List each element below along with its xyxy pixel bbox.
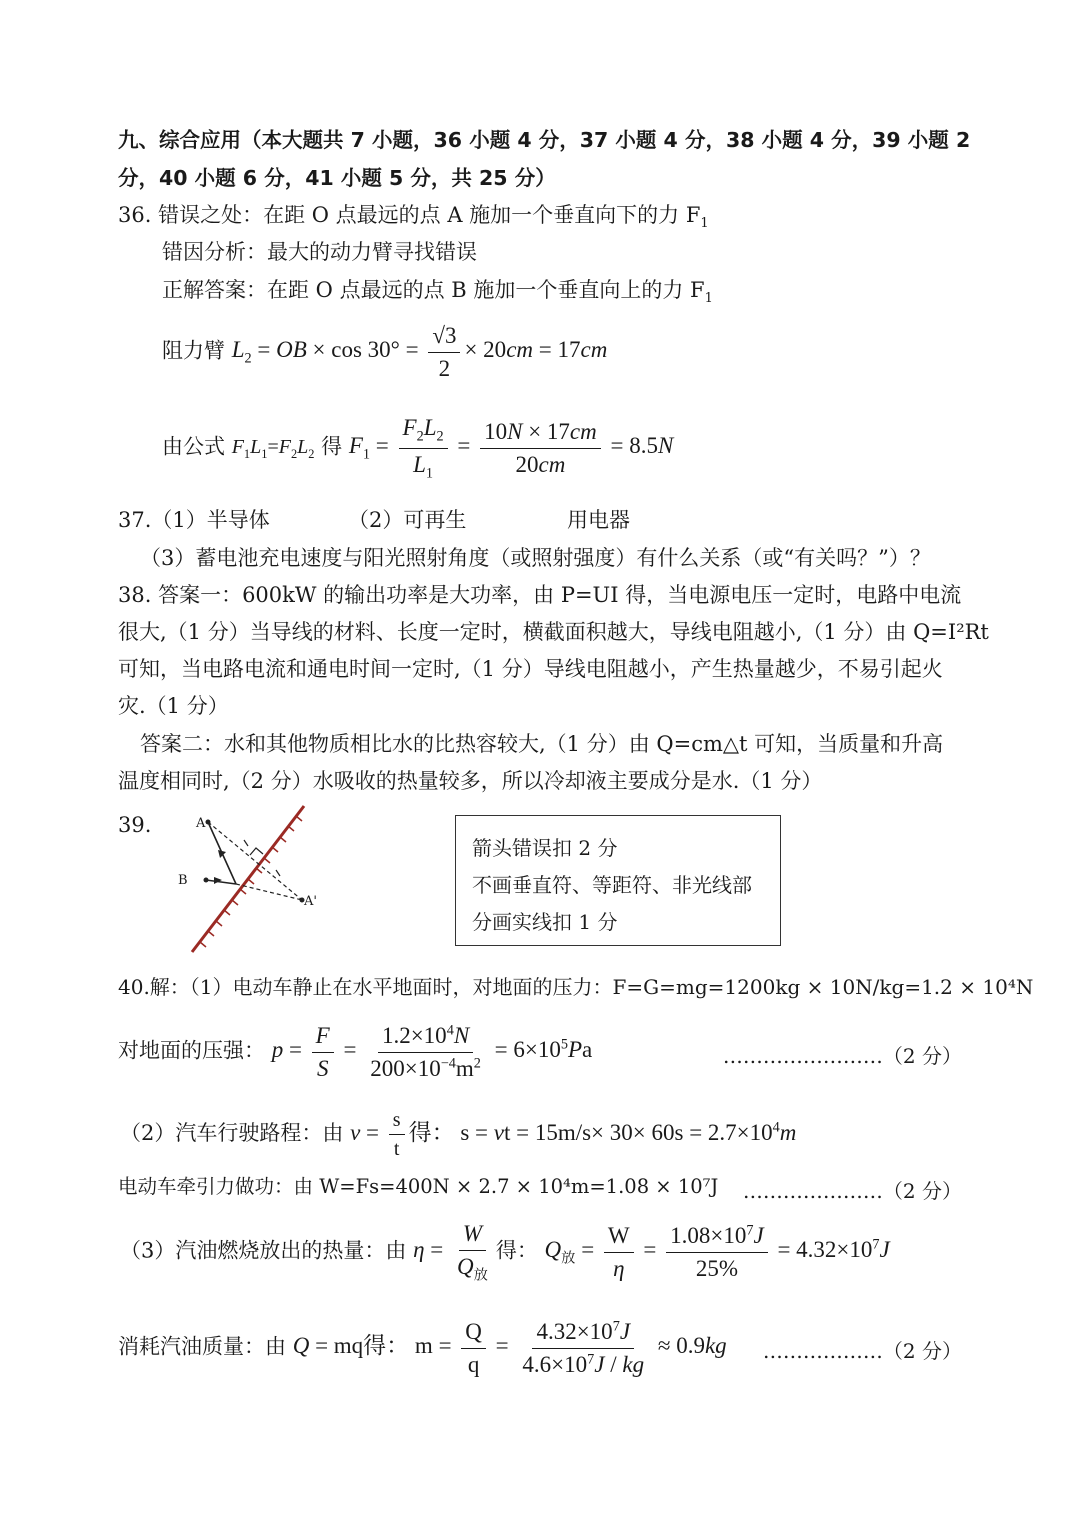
- q40-heat-label: （3）汽油燃烧放出的热量：由: [120, 1238, 407, 1263]
- section-heading-line1: 九、综合应用（本大题共 7 小题，36 小题 4 分，37 小题 4 分，38 小题 4 分，39 小题 2: [118, 128, 971, 152]
- q36-number: 36.: [118, 203, 152, 227]
- label-b: B: [178, 873, 188, 888]
- q36-answer-sub: 1: [704, 291, 713, 307]
- mirror-reflection-diagram: [170, 800, 330, 960]
- q36-cause: 错因分析：最大的动力臂寻找错误: [162, 240, 477, 264]
- q37-part2b: 用电器: [567, 508, 630, 532]
- q40-mass: 消耗汽油质量：由 Q = mq得： m = $\frac{Q}{q}$ = $\frac{4.32\times 10^7J}{4.6\times 10^7J / kg}$ ≈ 0.9kg: [118, 1318, 727, 1377]
- q40-pressure: 对地面的压强： p = $\frac{F}{S}$ = $\frac{1.2\times 10^4N}{200\times 10^{-4}m^2}$ = $6\times 10^5Pa$: [118, 1022, 593, 1081]
- box-line2: 不画垂直符、等距符、非光线部: [472, 873, 752, 897]
- q40-mass-label: 消耗汽油质量：由: [118, 1334, 286, 1359]
- q40-score-2: …………………（2 分）: [742, 1179, 962, 1203]
- q38-line3: 可知，当电路电流和通电时间一定时,（1 分）导线电阻越小，产生热量越少，不易引起火: [118, 657, 943, 681]
- perpendicular-dashed-line: [208, 822, 302, 900]
- point-a-dot: [206, 820, 211, 825]
- q37-part2: （2）可再生: [348, 508, 467, 532]
- point-b-dot: [204, 878, 209, 883]
- right-angle-mark: [250, 848, 263, 855]
- q36-error-sub: 1: [700, 216, 709, 232]
- q40-work: 电动车牵引力做功：由 W=Fs=400N × 2.7 × 10⁴m=1.08 × 10⁷J: [118, 1175, 719, 1198]
- q37-part1: 37.（1）半导体: [118, 508, 270, 532]
- section-heading-line2: 分，40 小题 6 分，41 小题 5 分，共 25 分）: [118, 166, 556, 190]
- q38-line1: 38. 答案一：600kW 的输出功率是大功率，由 P=UI 得，当电源电压一定时，电路中电流: [118, 583, 962, 607]
- q38-line2: 很大,（1 分）当导线的材料、长度一定时，横截面积越大，导线电阻越小,（1 分）由 Q=I²Rt: [118, 620, 989, 644]
- q37-part3: （3）蓄电池充电速度与阳光照射角度（或照射强度）有什么关系（或“有关吗？”）？: [140, 546, 931, 570]
- equal-distance-mark-1: [244, 840, 248, 846]
- label-a: A: [196, 816, 206, 831]
- q40-pressure-label: 对地面的压强：: [118, 1038, 265, 1063]
- q38-line6: 温度相同时,（2 分）水吸收的热量较多，所以冷却液主要成分是水.（1 分）: [118, 769, 823, 793]
- reflected-ray: [206, 880, 236, 884]
- virtual-ray-dashed: [236, 884, 302, 900]
- q40-score-3: ………………（2 分）: [762, 1339, 962, 1363]
- equal-distance-mark-2: [276, 870, 280, 876]
- q40-score-1: ……………………（2 分）: [722, 1044, 962, 1068]
- q36-answer-text: 正解答案：在距 O 点最远的点 B 施加一个垂直向上的力 F: [162, 278, 705, 302]
- q39-scoring-box: [455, 815, 781, 946]
- q40-line1: 40.解：（1）电动车静止在水平地面时，对地面的压力：F=G=mg=1200kg × 10N/kg=1.2 × 10⁴N: [118, 975, 1034, 999]
- q36-resist-arm: 阻力臂 $L_2$ = OB × cos 30° = $\frac{√3}{2}$ × 20cm = 17cm: [162, 323, 608, 381]
- label-a-prime: A': [304, 894, 317, 909]
- q36-formula-label: 由公式: [162, 434, 225, 459]
- q39-number: 39.: [118, 813, 152, 837]
- q40-heat: （3）汽油燃烧放出的热量：由 η = $\frac{W}{Q_放}$ 得： $Q_放$ = $\frac{W}{\eta}$ = $\frac{1.08\times 10^7J}{25\%}$ = $4.32\times 10^7J$: [120, 1221, 890, 1284]
- box-line3: 分画实线扣 1 分: [472, 910, 618, 934]
- q38-line4: 灾.（1 分）: [118, 694, 229, 718]
- q38-line5: 答案二：水和其他物质相比水的比热容较大,（1 分）由 Q=cm△t 可知，当质量和升高: [140, 732, 944, 756]
- incident-arrow-icon: [218, 850, 226, 858]
- box-line1: 箭头错误扣 2 分: [472, 836, 618, 860]
- q40-path: （2）汽车行驶路程：由 v = $\frac{s}{t}$ 得： s = vt = $15m/s\times 30\times 60s = 2.7\times 10^4m$: [120, 1109, 797, 1160]
- q36-error-text: 错误之处：在距 O 点最远的点 A 施加一个垂直向下的力 F: [158, 203, 701, 227]
- q40-path-label: （2）汽车行驶路程：由: [120, 1120, 344, 1145]
- q36-answer: [162, 278, 713, 307]
- reflected-arrow-icon: [214, 877, 222, 884]
- q36-resist-label: 阻力臂: [162, 338, 225, 363]
- q36-formula: 由公式 $F_1L_1=F_2L_2$ 得 $F_1$ = $\frac{F_2L_2}{L_1}$ = $\frac{10N \times 17cm}{20cm}$ = 8.5N: [162, 415, 674, 482]
- q36-error: [118, 203, 709, 232]
